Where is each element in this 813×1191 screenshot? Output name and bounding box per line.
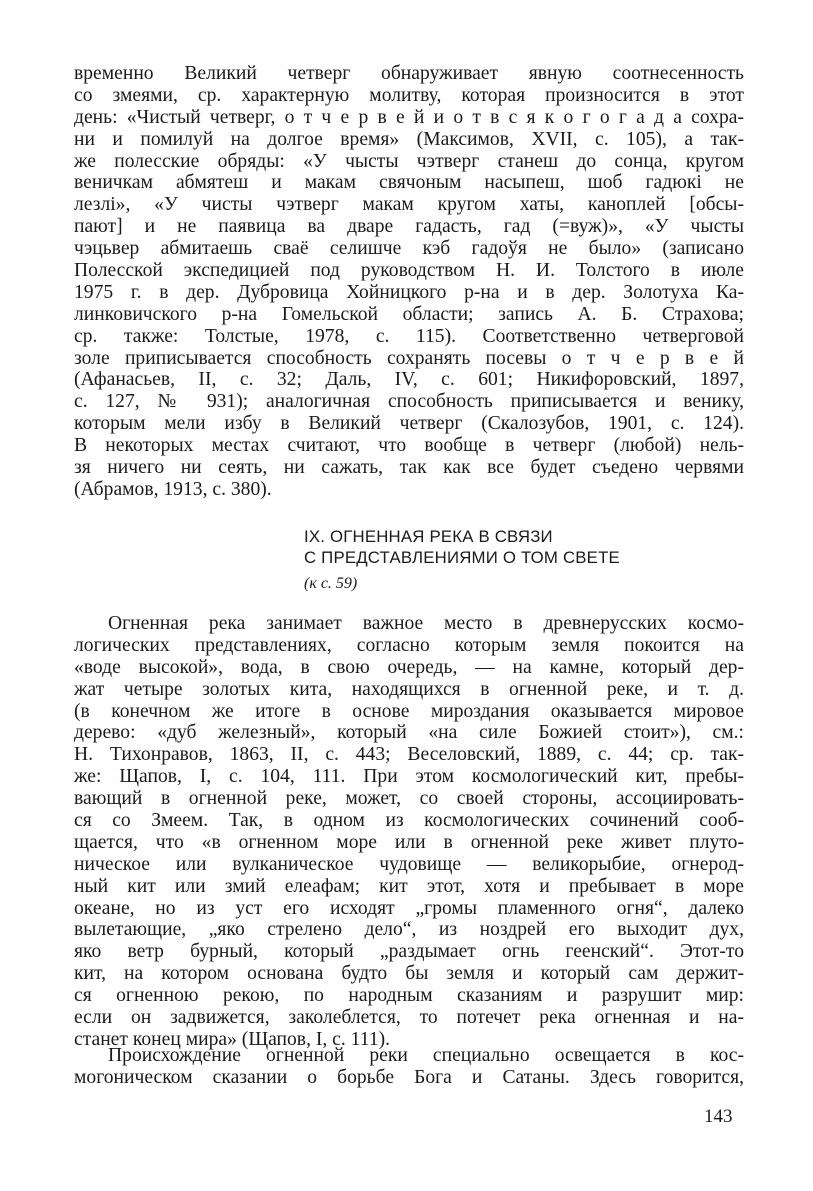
- text-line: веничкам абмятеш и макам свячоным насыпеш, шоб гадюкі не: [74, 172, 744, 194]
- text-line: лезлі», «У чисты чэтверг макам кругом хаты, каноплей [обсы-: [74, 194, 744, 216]
- text-line: 1975 г. в дер. Дубровица Хойницкого р-на и в дер. Золотуха Ка-: [74, 281, 744, 303]
- text-line: В некоторых местах считают, что вообще в четверг (любой) нель-: [74, 435, 744, 457]
- paragraph-2: [74, 613, 744, 1051]
- text-line: же: Щапов, I, с. 104, 111. При этом космологический кит, пребы-: [74, 766, 744, 788]
- text-line: золе приписывается способность сохранять посевы о т ч е р в е й: [74, 347, 744, 369]
- text-line: океане, но из уст его исходят „громы пламенного огня“, далеко: [74, 897, 744, 919]
- text-line: кит, на котором основана будто бы земля и который сам держит-: [74, 963, 744, 985]
- text-line: временно Великий четверг обнаруживает явную соотнесенность: [74, 63, 744, 84]
- text-line: если он задвижется, заколеблется, то потечет река огненная и на-: [74, 1007, 744, 1029]
- text-line: Полесской экспедицией под руководством Н. И. Толстого в июле: [74, 260, 744, 282]
- text-line: же полесские обряды: «У чысты чэтверг станеш до сонца, кругом: [74, 150, 744, 172]
- text-line: (Абрамов, 1913, с. 380).: [74, 478, 272, 500]
- text-line: дерево: «дуб железный», который «на силе Божией стоит»), см.:: [74, 722, 744, 744]
- text-line: «воде высокой», вода, в свою очередь, — на камне, который дер-: [74, 656, 744, 678]
- text-line: логических представлениях, согласно которым земля покоится на: [74, 634, 744, 656]
- page-number: 143: [704, 1106, 733, 1127]
- text-line: вающий в огненной реке, может, со своей стороны, ассоциировать-: [74, 788, 744, 810]
- text-line: день: «Чистый четверг, о т ч е р в е й и о т в с я к о г о г а д а сохра-: [74, 106, 744, 128]
- text-line: ср. также: Толстые, 1978, с. 115). Соответственно четверговой: [74, 325, 744, 347]
- text-line: жат четыре золотых кита, находящихся в огненной реке, и т. д.: [74, 678, 744, 700]
- text-line: зя ничего ни сеять, ни сажать, так как все будет съедено червями: [74, 457, 744, 479]
- text-line: щается, что «в огненном море или в огненной реке живет плуто-: [74, 831, 744, 853]
- text-line: Н. Тихонравов, 1863, II, с. 443; Веселовский, 1889, с. 44; ср. так-: [74, 744, 744, 766]
- text-line: Огненная река занимает важное место в древнерусских космо-: [108, 613, 744, 634]
- text-line: (Афанасьев, II, с. 32; Даль, IV, с. 601; Никифоровский, 1897,: [74, 369, 744, 391]
- text-line: которым мели избу в Великий четверг (Скалозубов, 1901, с. 124).: [74, 413, 744, 435]
- paragraph-1: [74, 63, 744, 501]
- page-reference: (к с. 59): [304, 575, 358, 592]
- text-line: ся огненною рекою, по народным сказаниям и разрушит мир:: [74, 985, 744, 1007]
- text-line: ный кит или змий елеафам; кит этот, хотя и пребывает в море: [74, 875, 744, 897]
- text-line: с. 127, № 931); аналогичная способность приписывается и венику,: [74, 391, 744, 413]
- text-line: пают] и не паявица ва дваре гадасть, гад (=вуж)», «У чысты: [74, 216, 744, 238]
- text-line: ни и помилуй на долгое время» (Максимов, XVII, с. 105), а так-: [74, 128, 744, 150]
- section-heading-line-2: С ПРЕДСТАВЛЕНИЯМИ О ТОМ СВЕТЕ: [304, 548, 620, 567]
- text-line: чэцьвер абмитаешь сваё селишче кэб гадоўя не было» (записано: [74, 238, 744, 260]
- text-line: ническое или вулканическое чудовище — великорыбие, огнерод-: [74, 853, 744, 875]
- paragraph-3: [74, 1045, 744, 1089]
- text-line: станет конец мира» (Щапов, I, с. 111).: [74, 1028, 391, 1050]
- text-line: могоническом сказании о борьбе Бога и Сатаны. Здесь говорится,: [74, 1066, 744, 1088]
- text-line: яко ветр бурный, который „раздымает огнь геенский“. Этот-то: [74, 941, 744, 963]
- text-line: Происхождение огненной реки специально освещается в кос-: [108, 1045, 744, 1066]
- text-line: вылетающие, „яко стрелено дело“, из ноздрей его выходит дух,: [74, 919, 744, 941]
- text-line: со змеями, ср. характерную молитву, которая произносится в этот: [74, 84, 744, 106]
- text-line: линковичского р-на Гомельской области; запись А. Б. Страхова;: [74, 303, 744, 325]
- text-line: (в конечном же итоге в основе мироздания оказывается мировое: [74, 700, 744, 722]
- section-heading-line-1: IX. ОГНЕННАЯ РЕКА В СВЯЗИ: [304, 527, 553, 546]
- text-line: ся со Змеем. Так, в одном из космологических сочинений сооб-: [74, 810, 744, 832]
